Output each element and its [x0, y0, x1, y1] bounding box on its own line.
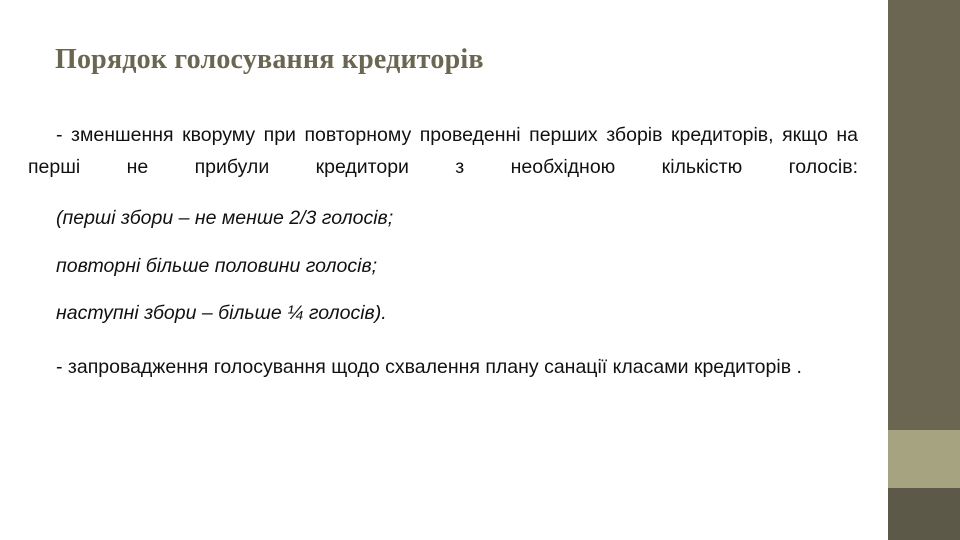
slide-body [28, 120, 858, 383]
spacer-2 [28, 235, 858, 251]
band-segment-top [888, 0, 960, 430]
body-paragraph-4: наступні збори – більше ¼ голосів). [56, 302, 387, 325]
body-paragraph-5: - запровадження голосування щодо схвалення плану санації класами кредиторів . [56, 355, 802, 378]
band-segment-bottom [888, 488, 960, 540]
slide-title: Порядок голосування кредиторів [55, 44, 484, 75]
spacer-4 [28, 330, 858, 352]
spacer-3 [28, 282, 858, 298]
decorative-right-band [888, 0, 960, 540]
body-paragraph-3: повторні більше половини голосів; [56, 254, 378, 277]
spacer-1 [28, 183, 858, 203]
body-paragraph-2: (перші збори – не менше 2/3 голосів; [56, 207, 394, 230]
body-paragraph-1: - зменшення кворуму при повторному проведенні перших зборів кредиторів, якщо на перші не прибули кредитори з необхідною кількістю голосів: [28, 124, 858, 178]
band-segment-middle [888, 430, 960, 488]
